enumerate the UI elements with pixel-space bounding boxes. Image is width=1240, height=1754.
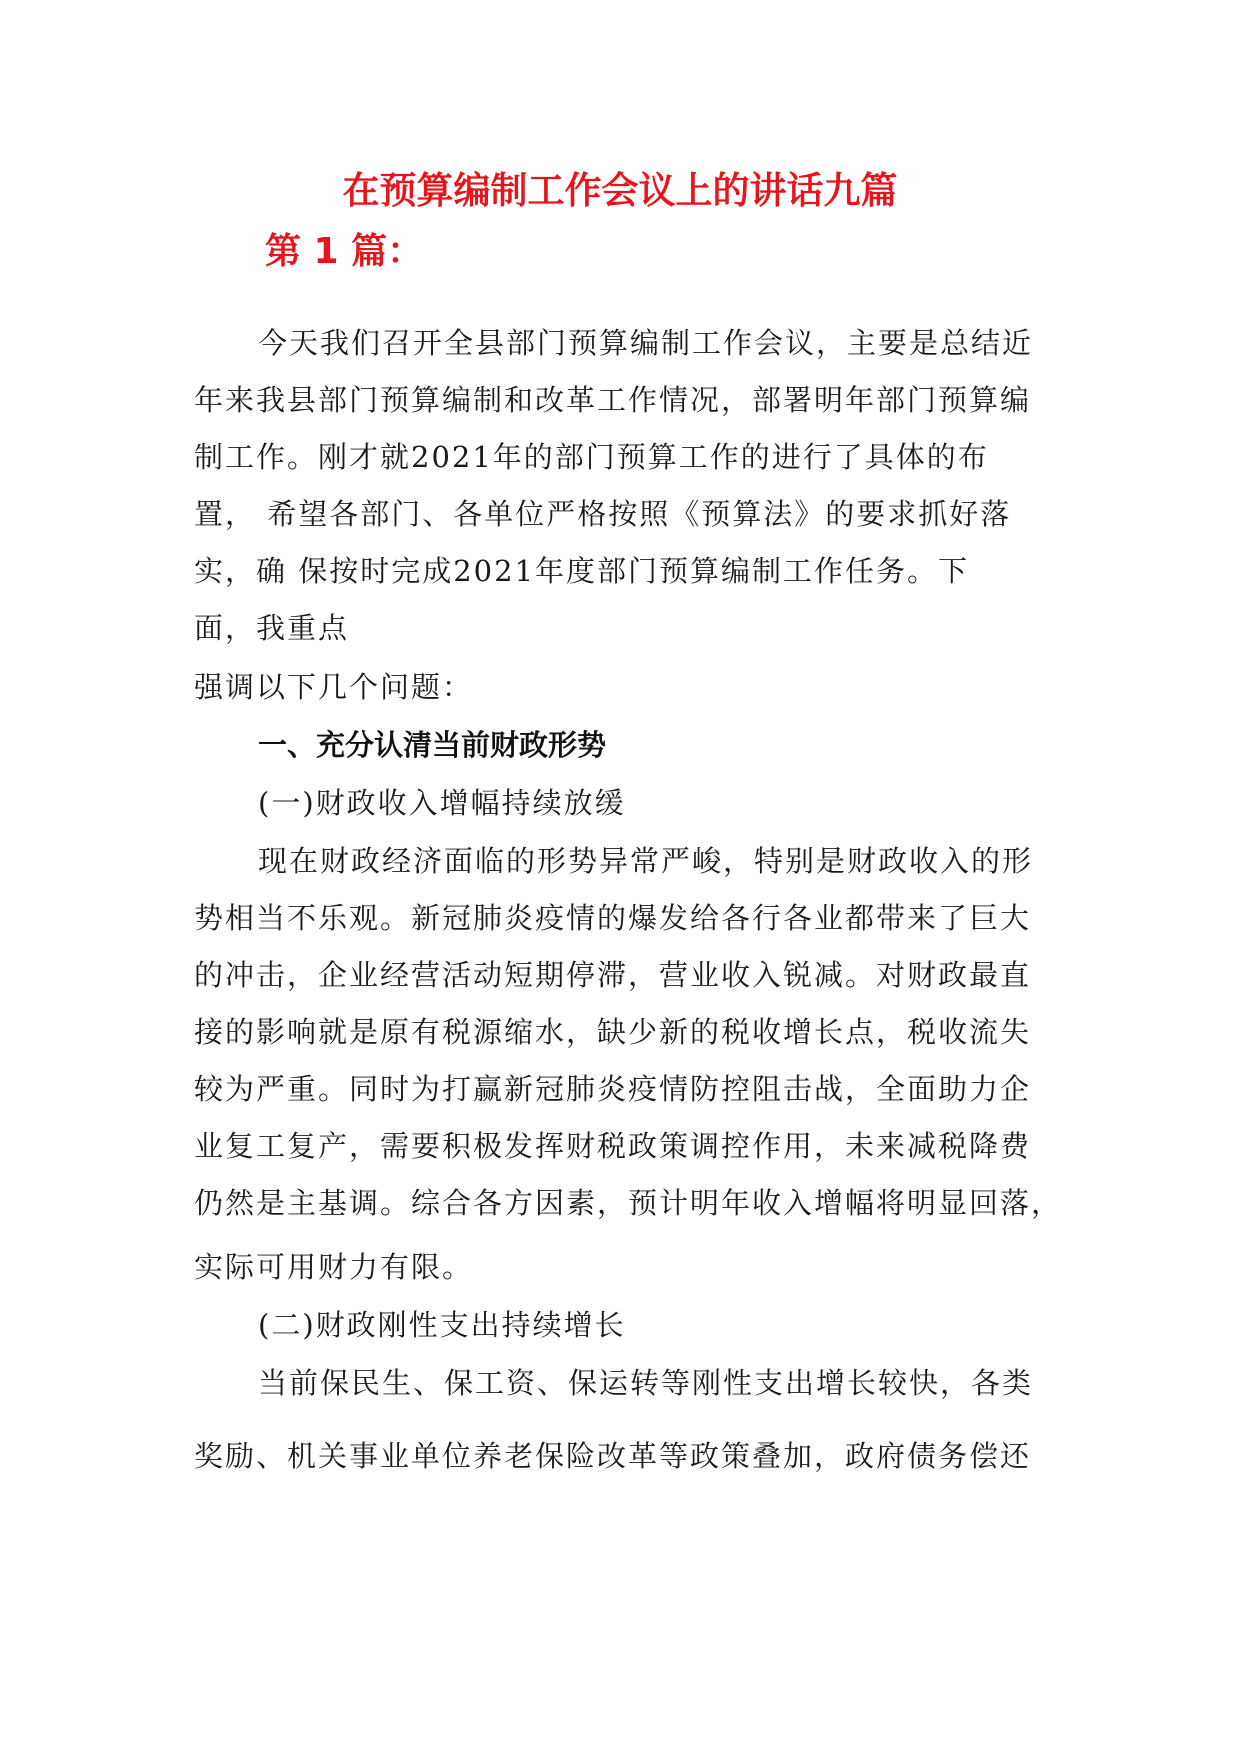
paragraph-line: 现在财政经济面临的形势异常严峻，特别是财政收入的形	[258, 844, 1034, 878]
paragraph-line: 实，确 保按时完成2021年度部门预算编制工作任务。下	[194, 554, 970, 588]
paragraph-line: 实际可用财力有限。	[194, 1250, 474, 1284]
paragraph-line: 置， 希望各部门、各单位严格按照《预算法》的要求抓好落	[194, 497, 1012, 531]
paragraph-line: 强调以下几个问题：	[194, 670, 474, 704]
paragraph-line: 势相当不乐观。新冠肺炎疫情的爆发给各行各业都带来了巨大	[194, 901, 1032, 935]
paragraph-line: 的冲击，企业经营活动短期停滞，营业收入锐减。对财政最直	[194, 958, 1032, 992]
document-title: 在预算编制工作会议上的讲话九篇	[342, 169, 898, 212]
document-subtitle: 第 1 篇：	[265, 231, 424, 272]
paragraph-line: 面，我重点	[194, 611, 350, 645]
section-heading: 一、充分认清当前财政形势	[258, 728, 607, 762]
paragraph-line: 业复工复产，需要积极发挥财税政策调控作用，未来减税降费	[194, 1129, 1032, 1163]
paragraph-line: 仍然是主基调。综合各方因素，预计明年收入增幅将明显回落，	[194, 1186, 1063, 1220]
paragraph-line: 今天我们召开全县部门预算编制工作会议，主要是总结近	[258, 326, 1034, 360]
subsection-heading: (一)财政收入增幅持续放缓	[258, 786, 626, 820]
subsection-heading: (二)财政刚性支出持续增长	[258, 1308, 626, 1342]
paragraph-line: 制工作。刚才就2021年的部门预算工作的进行了具体的布	[194, 440, 989, 474]
paragraph-line: 较为严重。同时为打赢新冠肺炎疫情防控阻击战，全面助力企	[194, 1072, 1032, 1106]
paragraph-line: 接的影响就是原有税源缩水，缺少新的税收增长点，税收流失	[194, 1015, 1032, 1049]
paragraph-line: 奖励、机关事业单位养老保险改革等政策叠加，政府债务偿还	[194, 1439, 1032, 1473]
paragraph-line: 当前保民生、保工资、保运转等刚性支出增长较快，各类	[258, 1366, 1034, 1400]
paragraph-line: 年来我县部门预算编制和改革工作情况，部署明年部门预算编	[194, 383, 1032, 417]
